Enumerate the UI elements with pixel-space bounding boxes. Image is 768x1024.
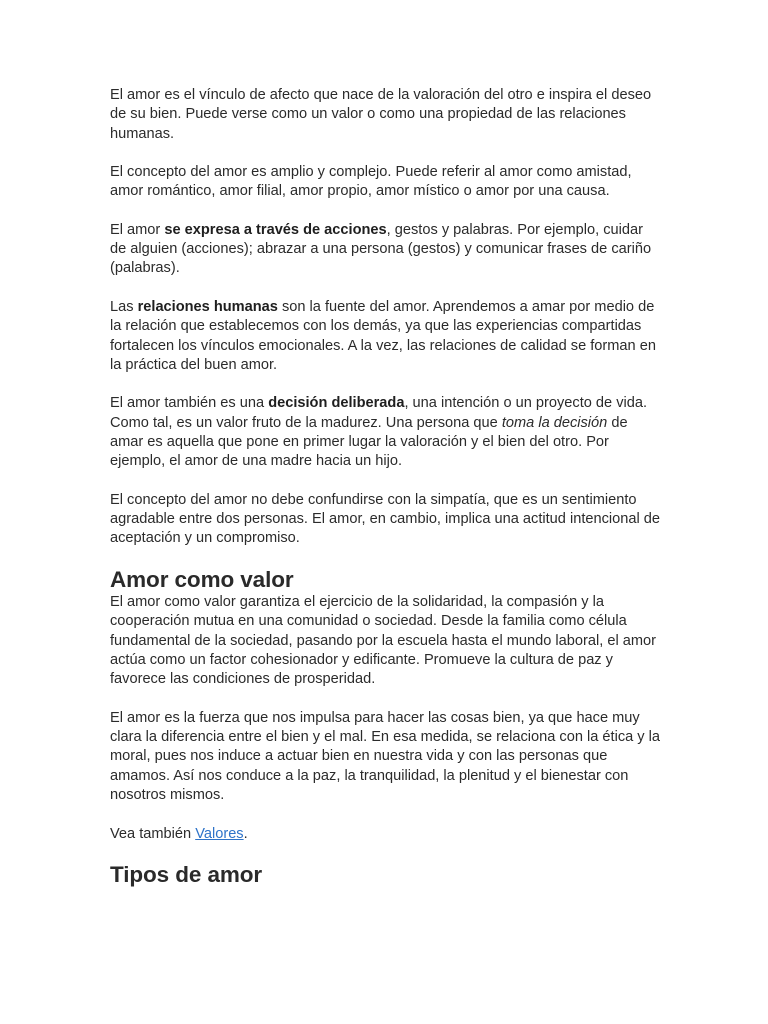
paragraph-decision	[110, 394, 662, 471]
paragraph-concept: El concepto del amor es amplio y complejo. Puede referir al amor como amistad, amor romántico, amor filial, amor propio, amor místico o amor por una causa.	[110, 164, 632, 200]
heading-amor-como-valor: Amor como valor	[110, 567, 294, 593]
heading-tipos-de-amor: Tipos de amor	[110, 862, 263, 888]
document-page	[110, 86, 662, 888]
paragraph-fuerza: El amor es la fuerza que nos impulsa para hacer las cosas bien, ya que hace muy clara la diferencia entre el bien y el mal. En esa medida, se relaciona con la ética y la moral, pues nos induce a actuar bien en nuestra vida y con las personas que amamos. Así nos conduce a la paz, la tranquilidad, la plenitud y el bienestar con nosotros mismos.	[110, 709, 660, 804]
paragraph-decision-middle: , una intención o un proyecto de vida. Como tal, es un valor fruto de la madurez. Una persona que	[110, 395, 648, 431]
paragraph-relations-text: Las	[110, 298, 138, 315]
paragraph-expression-rest: , gestos y palabras. Por ejemplo, cuidar de alguien (acciones); abrazar a una persona (gestos) y comunicar frases de cariño (palabras).	[110, 221, 652, 277]
paragraph-relations-rest: son la fuente del amor. Aprendemos a amar por medio de la relación que establecemos con los demás, ya que las experiencias compartidas fortalecen los vínculos emocionales. A la vez, las relaciones de calidad se forman en la práctica del buen amor.	[110, 298, 656, 373]
paragraph-valor-social: El amor como valor garantiza el ejercicio de la solidaridad, la compasión y la cooperación mutua en una comunidad o sociedad. Desde la familia como célula fundamental de la sociedad, pasando por la escuela hasta el mundo laboral, el amor actúa como un factor cohesionador y edificante. Promueve la cultura de paz y favorece las condiciones de prosperidad.	[110, 594, 656, 688]
see-also-label: Vea también	[110, 825, 196, 842]
see-also-period: .	[243, 825, 248, 842]
italic-toma-la-decision: toma la decisión	[501, 414, 608, 431]
paragraph-simpatia: El concepto del amor no debe confundirse con la simpatía, que es un sentimiento agradable entre dos personas. El amor, en cambio, implica una actitud intencional de aceptación y un compromiso.	[110, 491, 661, 547]
valores-link[interactable]: Valores	[195, 825, 244, 842]
bold-expresa-acciones: se expresa a través de acciones	[164, 221, 387, 238]
bold-decision-deliberada: decisión deliberada	[268, 395, 405, 412]
paragraph-expression	[110, 221, 662, 279]
bold-relaciones-humanas: relaciones humanas	[137, 298, 278, 315]
paragraph-see-also	[110, 825, 662, 844]
paragraph-relations	[110, 298, 662, 375]
paragraph-definition: El amor es el vínculo de afecto que nace de la valoración del otro e inspira el deseo de su bien. Puede verse como un valor o como una propiedad de las relaciones humanas.	[110, 87, 652, 142]
paragraph-decision-rest: de amar es aquella que pone en primer lugar la valoración y el bien del otro. Por ejemplo, el amor de una madre hacia un hijo.	[110, 414, 628, 470]
paragraph-expression-text: El amor	[110, 221, 165, 238]
paragraph-decision-text: El amor también es una	[110, 395, 269, 412]
